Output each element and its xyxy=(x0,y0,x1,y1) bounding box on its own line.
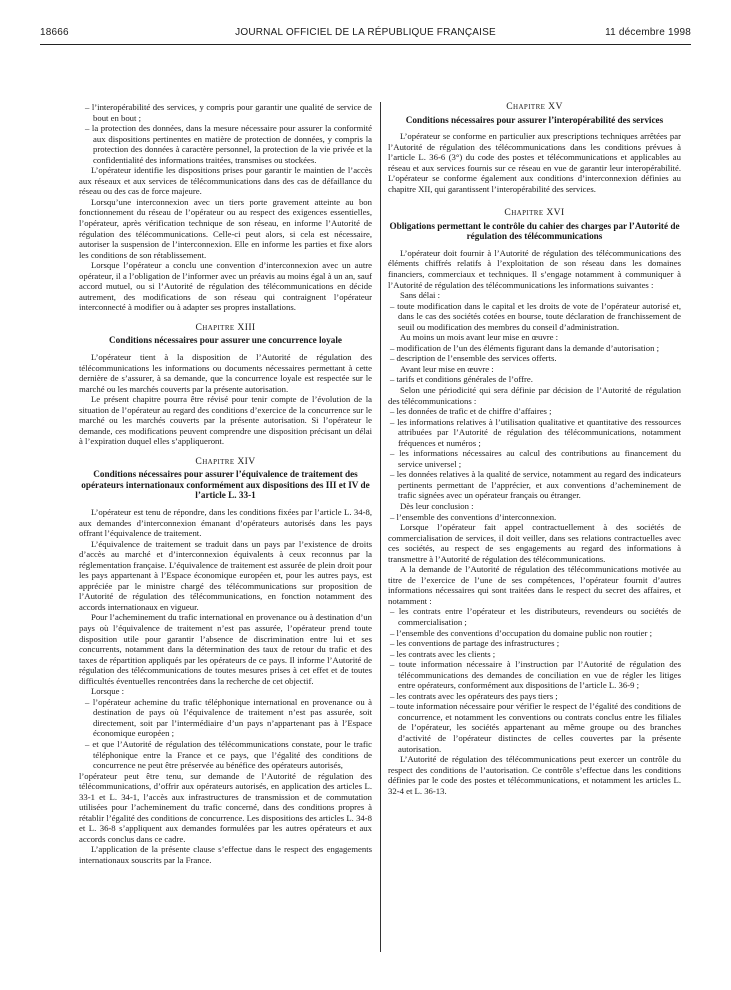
list-item: – l’opérateur achemine du trafic téléphonique international en provenance ou à destination de pays où l’équivalence de traitement n’est pas assurée, soit directement, soit par l’intermédiaire d’un pays n’appartenant pas à l’Espace économique européen ; xyxy=(85,696,372,739)
chapter-16-title: Obligations permettant le contrôle du cahier des charges par l’Autorité de régulation des télécommunications xyxy=(389,220,680,242)
chapter-16-label: Chapitre XVI xyxy=(504,207,565,219)
list-intro: Lorsque : xyxy=(91,686,125,697)
paragraph: Lorsque l’opérateur a conclu une convention d’interconnexion avec un autre opérateur, il a l’obligation de l’informer avec un préavis au moins égal à un an, sauf accord mutuel, ou si l’Autorité de régulation des télécommunications en décide autrement, des modifications de son réseau qui contraignent l’opérateur interconnecté à modifier ou à adapter ses propres installations. xyxy=(79,260,372,313)
chapter-15-title: Conditions nécessaires pour assurer l’interopérabilité des services xyxy=(405,114,664,125)
list-item: – toute information nécessaire à l’instruction par l’Autorité de régulation des télécommunications des demandes de conciliation en vue de régler les litiges entre opérateurs, conformément aux dispositions de l’article L. 36-9 ; xyxy=(390,659,681,691)
issue-date: 11 décembre 1998 xyxy=(605,27,691,38)
paragraph: L’application de la présente clause s’effectue dans le respect des engagements internationaux souscrits par la France. xyxy=(79,844,372,865)
list-item: – les conventions de partage des infrastructures ; xyxy=(390,638,560,649)
list-item: – les contrats avec les opérateurs des pays tiers ; xyxy=(390,690,558,701)
page-header xyxy=(40,24,691,45)
paragraph: Lorsqu’une interconnexion avec un tiers porte gravement atteinte au bon fonctionnement du réseau de l’opérateur ou au respect des exigences essentielles, l’opérateur, après vérification technique de son réseau, en informe l’Autorité de régulation des télécommunications. Celle-ci peut alors, si cela est nécessaire, autoriser la suspension de l’interconnexion. Elle en informe les parties et fixe alors les conditions de son rétablissement. xyxy=(79,196,372,260)
list-item: – toute information nécessaire pour vérifier le respect de l’égalité des conditions de concurrence, et notamment les conventions ou contrats conclus entre les filiales de l’opérateur, les sociétés appartenant au même groupe ou des branches d’activité de l’opérateur distinctes de celles couvertes par la présente autorisation. xyxy=(390,701,681,754)
chapter-14-title: Conditions nécessaires pour assurer l’équivalence de traitement des opérateurs internationaux conformément aux dispositions des III et IV de l’article L. 33-1 xyxy=(81,469,370,501)
column-divider xyxy=(380,102,381,952)
list-item: – les données de trafic et de chiffre d’affaires ; xyxy=(390,406,552,417)
chapter-14-label: Chapitre XIV xyxy=(195,455,256,467)
paragraph: L’opérateur se conforme en particulier aux prescriptions techniques arrêtées par l’Autorité de régulation des télécommunications dans les conditions prévues à l’article L. 36-6 (3°) du code des postes et télécommunications et applicables au réseau et aux services fournis sur ce réseau en vue de garantir leur interopérabilité. L’opérateur se conforme également aux conditions d’interconnexion définies au chapitre XII, qui garantissent l’interopérabilité des services. xyxy=(388,131,681,194)
paragraph: Le présent chapitre pourra être révisé pour tenir compte de l’évolution de la situation de l’opérateur au regard des conditions d’exercice de la concurrence sur le marché ou les marchés couverts par la présente autorisation. Si l’opérateur le demande, ces modifications peuvent comprendre une disposition précisant un délai à l’expiration duquel elles s’appliqueront. xyxy=(79,394,372,447)
paragraph: L’opérateur est tenu de répondre, dans les conditions fixées par l’article L. 34-8, aux demandes d’interconnexion émanant d’opérateurs autorisés dans les pays offrant l’équivalence de traitement. xyxy=(79,506,372,539)
paragraph: L’opérateur doit fournir à l’Autorité de régulation des télécommunications des éléments chiffrés relatifs à l’exploitation de son réseau dans les domaines financiers, commerciaux et techniques. Il s’engage notamment à communiquer à l’Autorité de régulation des télécommunications les informations suivantes : xyxy=(388,247,681,290)
list-item: – l’ensemble des conventions d’occupation du domaine public non routier ; xyxy=(390,627,653,638)
paragraph: l’opérateur peut être tenu, sur demande de l’Autorité de régulation des télécommunications, d’offrir aux opérateurs autorisés, en application des articles L. 33-1 et L. 34-1, l’accès aux infrastructures de transmission et de commutation utilisées pour l’acheminement du trafic concerné, dans des conditions propres à rétablir l’égalité des conditions de concurrence. Les dispositions des articles L. 34-8 et L. 36-8 s’appliquent aux demandes formulées par les autres opérateurs et aux accords conclus dans ce cadre. xyxy=(79,770,372,844)
paragraph: L’équivalence de traitement se traduit dans un pays par l’existence de droits d’accès au marché et d’interconnexion équivalents à ceux reconnus par la réglementation française. L’équivalence de traitement est assurée de plein droit pour les pays appartenant à l’Espace économique européen et, pour les autres pays, est appréciée par le ministre chargé des télécommunications sur proposition de l’Autorité de régulation des télécommunications, en fonction notamment des accords internationaux en vigueur. xyxy=(79,538,372,612)
chapter-13-title: Conditions nécessaires pour assurer une concurrence loyale xyxy=(109,335,342,346)
list-item: – les informations nécessaires au calcul des contributions au financement du service universel ; xyxy=(390,448,681,469)
right-column xyxy=(388,102,681,796)
list-intro: Sans délai : xyxy=(400,290,441,301)
list-item: – l’interopérabilité des services, y compris pour garantir une qualité de service de bout en bout ; xyxy=(85,102,372,123)
left-column xyxy=(79,102,372,866)
paragraph: A la demande de l’Autorité de régulation des télécommunications motivée au titre de l’exercice de l’une de ses compétences, l’opérateur fournit d’autres informations nécessaires qui sont traitées dans le respect du secret des affaires, et notamment : xyxy=(388,564,681,606)
list-item: – modification de l’un des éléments figurant dans la demande d’autorisation ; xyxy=(390,342,659,353)
list-intro: Au moins un mois avant leur mise en œuvre : xyxy=(400,332,559,343)
list-item: – tarifs et conditions générales de l’offre. xyxy=(390,374,533,385)
page-number: 18666 xyxy=(40,27,69,38)
chapter-13-label: Chapitre XIII xyxy=(195,321,256,333)
list-item: – les contrats avec les clients ; xyxy=(390,648,496,659)
paragraph: L’Autorité de régulation des télécommunications peut exercer un contrôle du respect des conditions de l’autorisation. Ce contrôle s’effectue dans les conditions définies par le code des postes et télécommunications, et notamment les articles L. 32-4 et L. 36-13. xyxy=(388,754,681,796)
list-item: – les données relatives à la qualité de service, notamment au regard des indicateurs pertinents permettant de l’apprécier, et aux conventions d’acheminement de trafic signées avec un opérateur français ou étranger. xyxy=(390,469,681,501)
list-item: – et que l’Autorité de régulation des télécommunications constate, pour le trafic téléphonique entre la France et ce pays, que l’égalité des conditions de concurrence ne peut être préservée au bénéfice des opérateurs autorisés, xyxy=(85,738,372,771)
list-item: – l’ensemble des conventions d’interconnexion. xyxy=(390,511,557,522)
paragraph: Pour l’acheminement du trafic international en provenance ou à destination d’un pays où l’équivalence de traitement n’est pas assurée, l’opérateur prend toute disposition utile pour garantir l’absence de discrimination entre lui et ses concurrents, notamment dans la détermination des taux de retour du trafic et des taxes de répartition appliqués par les opérateurs de ce pays. Il informe l’Autorité de régulation des télécommunications de toutes mesures prises à cet effet et de toutes difficultés éventuelles rencontrées dans la recherche de cet objectif. xyxy=(79,612,372,686)
list-intro: Avant leur mise en œuvre : xyxy=(400,363,494,374)
paragraph: Lorsque l’opérateur fait appel contractuellement à des sociétés de commercialisation de services, il doit veiller, dans ses relations contractuelles avec ces sociétés, au respect de ses engagements au regard des informations à transmettre à l’Autorité de régulation des télécommunications. xyxy=(388,522,681,564)
list-item: – description de l’ensemble des services offerts. xyxy=(390,353,557,364)
paragraph: Selon une périodicité qui sera définie par décision de l’Autorité de régulation des télécommunications : xyxy=(388,384,681,406)
paragraph: L’opérateur tient à la disposition de l’Autorité de régulation des télécommunications les informations ou documents nécessaires permettant à cette dernière de s’assurer, à sa demande, que la concurrence loyale est respectée sur le marché ou les marchés couverts par la présente autorisation. xyxy=(79,351,372,394)
list-item: – toute modification dans le capital et les droits de vote de l’opérateur autorisé et, dans le cas des sociétés cotées en bourse, toute déclaration de franchissement de seuil ou modification des membres du conseil d’administration. xyxy=(390,300,681,332)
list-intro: Dès leur conclusion : xyxy=(400,501,474,511)
list-item: – la protection des données, dans la mesure nécessaire pour assurer la conformité aux dispositions pertinentes en matière de protection de données, y compris la protection des données à caractère personnel, la protection de la vie privée et la confidentialité des informations traitées, transmises ou stockées. xyxy=(85,123,372,165)
chapter-15-label: Chapitre XV xyxy=(506,101,563,112)
list-item: – les contrats entre l’opérateur et les distributeurs, revendeurs ou sociétés de commercialisation ; xyxy=(390,606,681,628)
journal-title: JOURNAL OFFICIEL DE LA RÉPUBLIQUE FRANÇAISE xyxy=(235,27,496,38)
paragraph: L’opérateur identifie les dispositions prises pour garantir le maintien de l’accès aux réseaux et aux services de télécommunications dans des cas de défaillance du réseau ou des cas de force majeure. xyxy=(79,165,372,197)
list-item: – les informations relatives à l’utilisation qualitative et quantitative des ressources attribuées par l’Autorité de régulation des télécommunications, notamment fréquences et numéros ; xyxy=(390,416,681,448)
